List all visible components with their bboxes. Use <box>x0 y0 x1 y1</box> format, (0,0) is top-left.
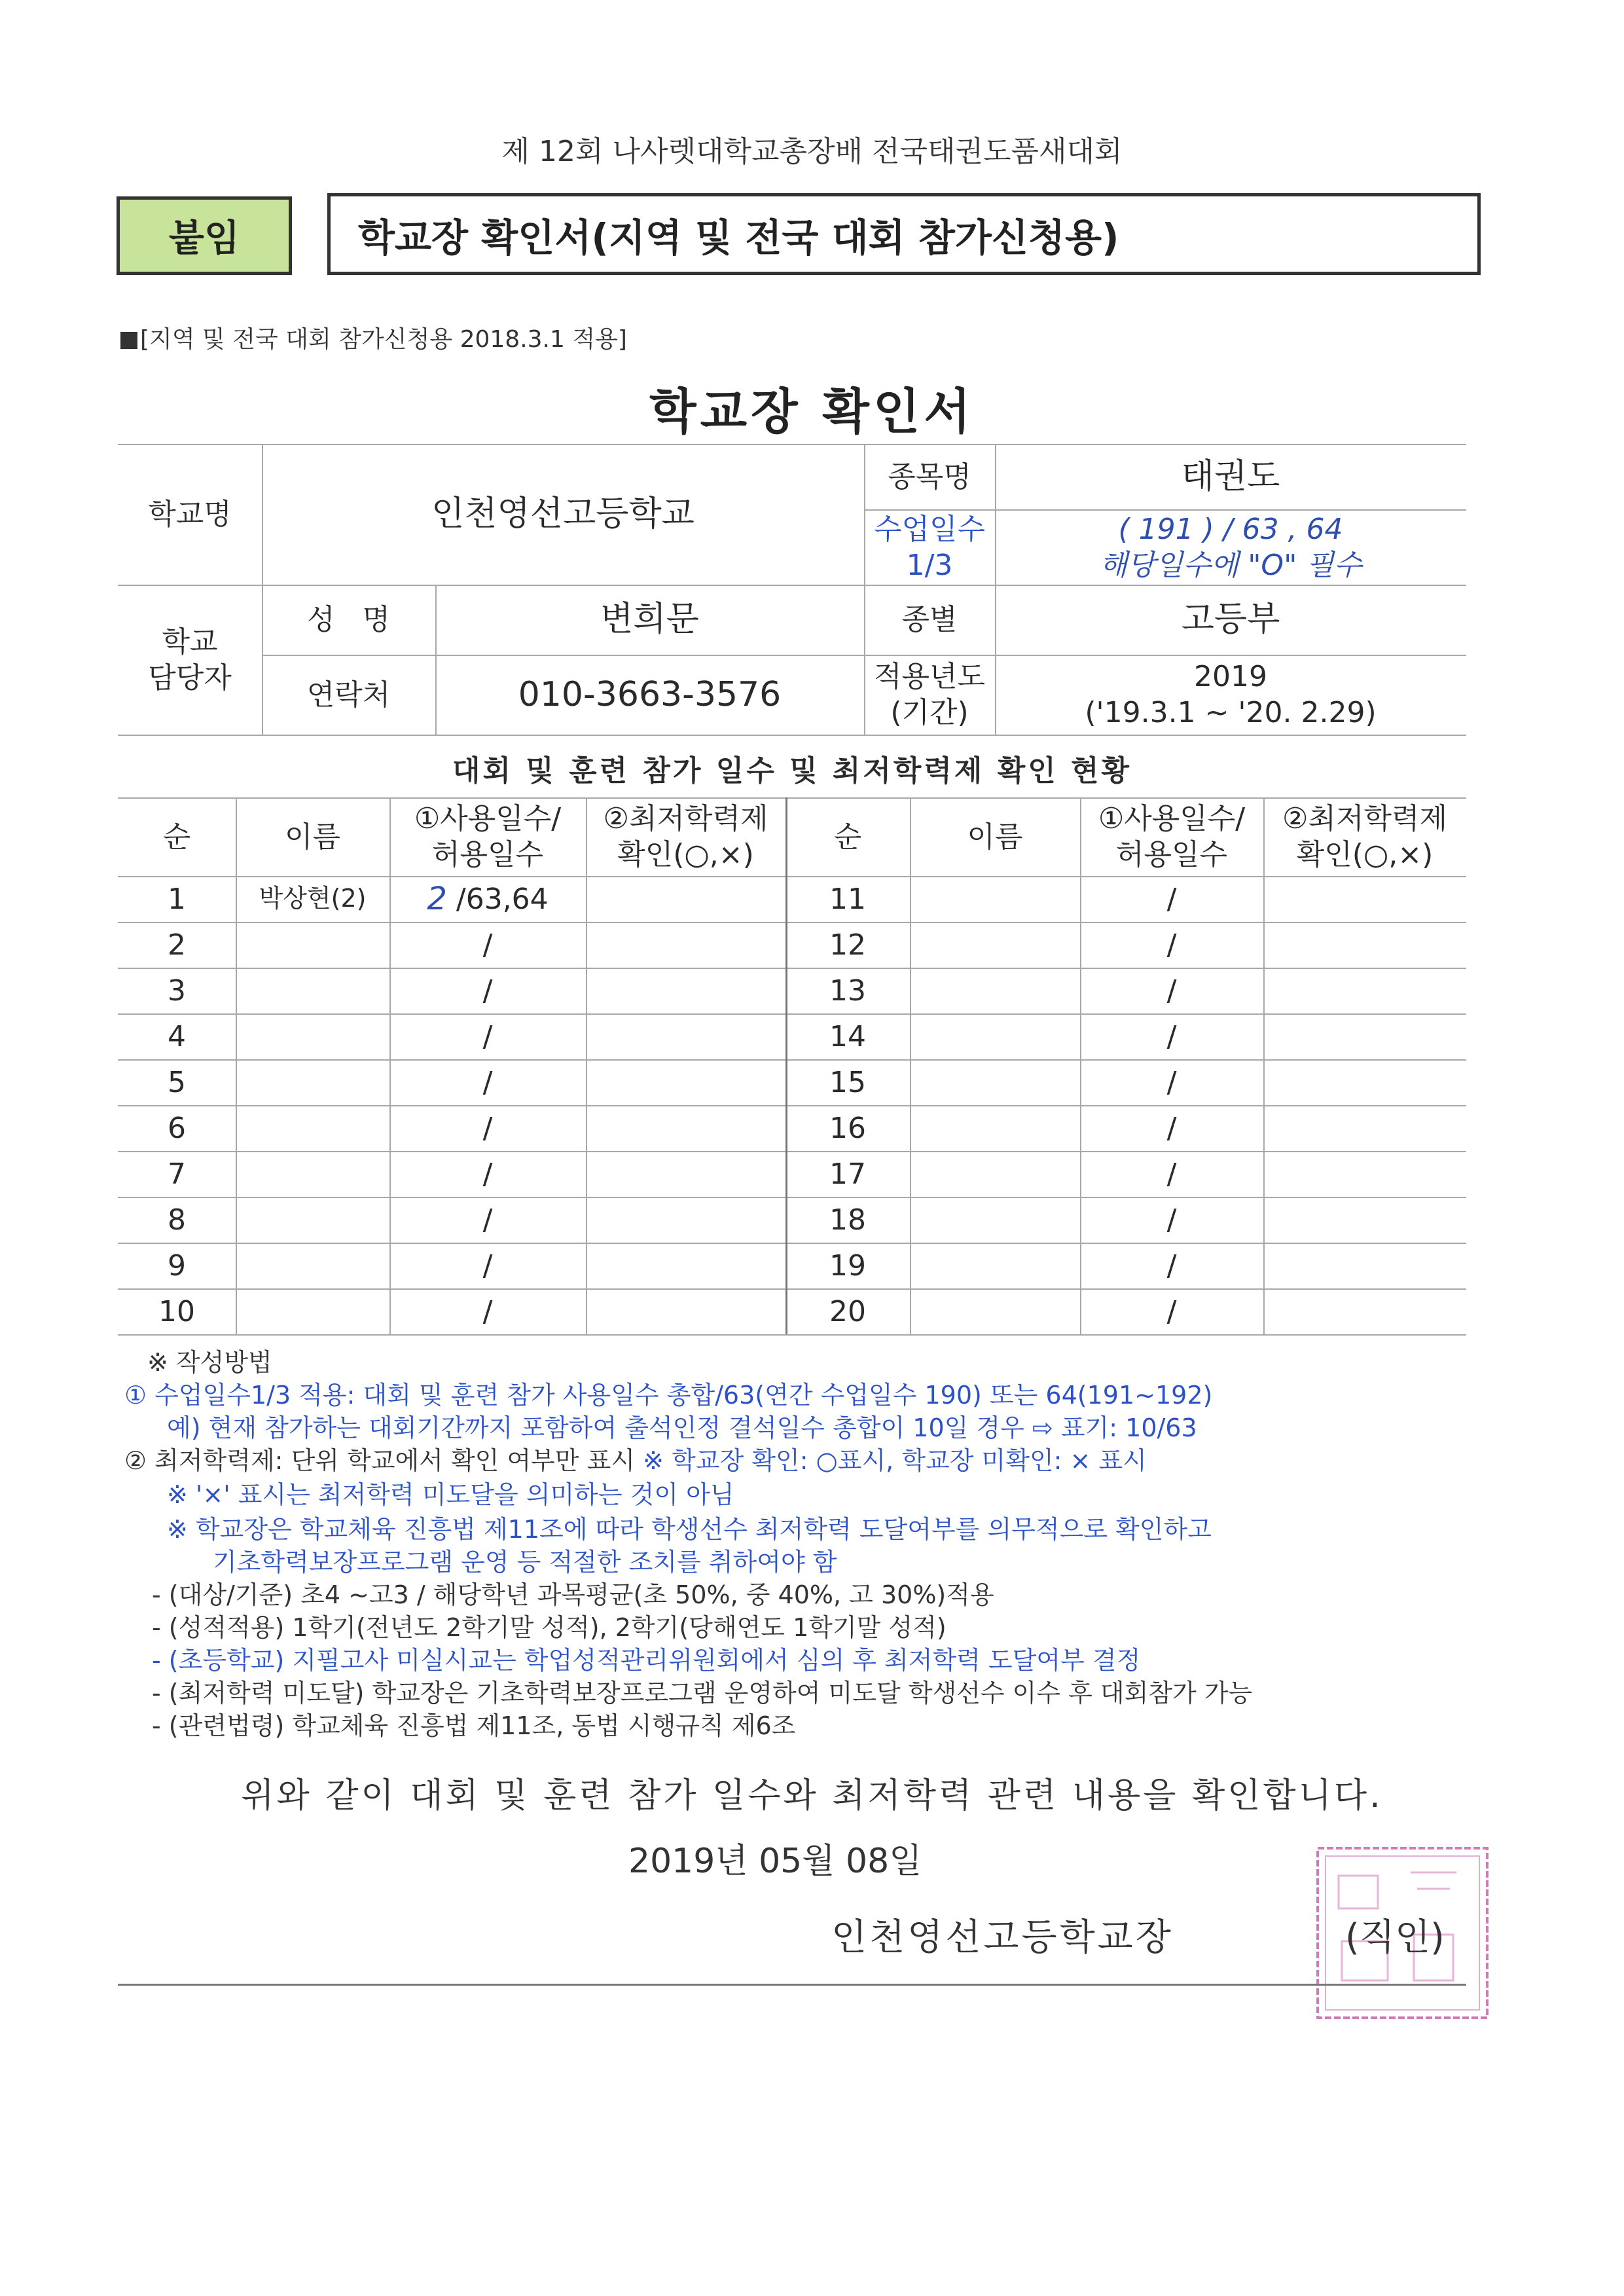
row-days <box>389 876 586 922</box>
row-allow: / <box>482 1111 493 1145</box>
row-no: 7 <box>168 1157 186 1191</box>
row-no: 3 <box>168 974 186 1008</box>
application-note <box>120 321 627 354</box>
row-no: 10 <box>158 1294 195 1328</box>
division-value: 고등부 <box>1181 600 1280 639</box>
method-line-5: ※ 학교장은 학교체육 진흥법 제11조에 따라 학생선수 최저학력 도달여부를 의무적으로 확인하고 <box>167 1515 1212 1544</box>
col-name-right: 이름 <box>967 820 1023 854</box>
row-allow: / <box>482 928 493 962</box>
row-allow: / <box>1166 1294 1177 1328</box>
col-check-left-line2: 확인(○,×) <box>617 838 754 871</box>
row-allow: /63,64 <box>456 882 549 916</box>
seal-label: (직인) <box>1345 1916 1445 1959</box>
row-no: 16 <box>829 1111 866 1145</box>
period-value: ('19.3.1 ~ '20. 2.29) <box>1085 696 1377 729</box>
year-label-line2: (기간) <box>890 696 969 729</box>
contact-value: 010-3663-3576 <box>518 674 782 714</box>
method-line-10: - (최저학력 미도달) 학교장은 기초학력보장프로그램 운영하여 미도달 학생선수 이수 후 대회참가 가능 <box>152 1679 1253 1707</box>
method-line-4: ※ '×' 표시는 최저학력 미도달을 의미하는 것이 아님 <box>167 1480 734 1509</box>
class-days-note: 해당일수에 "O" 필수 <box>1099 548 1362 582</box>
col-name-left: 이름 <box>284 820 340 854</box>
title-box <box>327 193 1481 275</box>
row-allow: / <box>1166 1203 1177 1237</box>
row-allow: / <box>482 1203 493 1237</box>
row-no: 9 <box>168 1248 186 1283</box>
row-allow: / <box>1166 974 1177 1008</box>
row-allow: / <box>1166 928 1177 962</box>
method-line-3b: ※ 학교장 확인: ○표시, 학교장 미확인: × 표시 <box>643 1446 1147 1475</box>
year-value-number: 2019 <box>1194 660 1267 693</box>
row-no: 8 <box>168 1203 186 1237</box>
row-allow: / <box>1166 1065 1177 1099</box>
method-line-3a: ② 최저학력제: 단위 학교에서 확인 여부만 표시 <box>124 1446 643 1475</box>
col-days-left-line2: 허용일수 <box>431 838 543 871</box>
row-allow: / <box>1166 1111 1177 1145</box>
manager-name-value: 변희문 <box>600 600 699 639</box>
row-allow: / <box>482 1019 493 1053</box>
col-check-left-line1: ②최저학력제 <box>603 802 768 835</box>
class-days-label-line1: 수업일수 <box>873 512 985 546</box>
name-label: 성 명 <box>307 603 390 636</box>
method-line-7: - (대상/기준) 초4 ~고3 / 해당학년 과목평균(초 50%, 중 40%, 고 30%)적용 <box>152 1580 994 1609</box>
row-allow: / <box>1166 1019 1177 1053</box>
row-no: 5 <box>168 1065 186 1099</box>
row-allow: / <box>1166 1157 1177 1191</box>
col-check-right <box>1263 797 1466 876</box>
year-label-line1: 적용년도 <box>873 660 985 693</box>
row-allow: / <box>482 1248 493 1283</box>
row-no: 15 <box>829 1065 866 1099</box>
col-days-right-line2: 허용일수 <box>1115 838 1227 871</box>
row-allow: / <box>482 1157 493 1191</box>
row-no: 11 <box>829 882 866 916</box>
manager-label <box>118 585 262 735</box>
method-line-11: - (관련법령) 학교체육 진흥법 제11조, 동법 시행규칙 제6조 <box>152 1711 796 1740</box>
class-days-handwritten: ( 191 ) / 63 , 64 <box>1118 512 1343 546</box>
class-days-value <box>995 509 1466 585</box>
row-no: 20 <box>829 1294 866 1328</box>
col-days-left <box>389 797 586 876</box>
class-days-label <box>864 509 995 585</box>
method-line-9: - (초등학교) 지필고사 미실시교는 학업성적관리위원회에서 심의 후 최저학력 도달여부 결정 <box>152 1646 1141 1675</box>
row-no: 13 <box>829 974 866 1008</box>
year-label <box>864 655 995 735</box>
contact-label: 연락처 <box>306 678 391 712</box>
school-name-value: 인천영선고등학교 <box>431 494 695 534</box>
row-no: 2 <box>168 928 186 962</box>
document-title: 학교장 확인서 <box>649 384 975 440</box>
method-line-6: 기초학력보장프로그램 운영 등 적절한 조치를 취하여야 함 <box>213 1548 837 1576</box>
row-no: 1 <box>168 882 186 916</box>
col-days-right <box>1080 797 1263 876</box>
school-name-label: 학교명 <box>148 498 232 531</box>
row-allow: / <box>1166 882 1177 916</box>
method-heading: ※ 작성방법 <box>147 1348 272 1377</box>
row-allow: / <box>482 974 493 1008</box>
col-no-left: 순 <box>162 820 191 854</box>
status-table-title: 대회 및 훈련 참가 일수 및 최저학력제 확인 현황 <box>452 754 1132 788</box>
row-allow: / <box>1166 1248 1177 1283</box>
sport-value: 태권도 <box>1181 456 1280 496</box>
confirmation-statement: 위와 같이 대회 및 훈련 참가 일수와 최저학력 관련 내용을 확인합니다. <box>241 1776 1383 1815</box>
manager-label-line2: 담당자 <box>148 661 232 695</box>
manager-label-line1: 학교 <box>162 625 218 659</box>
row-name: 박상현(2) <box>259 884 367 913</box>
title-box-text: 학교장 확인서(지역 및 전국 대회 참가신청용) <box>358 215 1119 260</box>
row-no: 17 <box>829 1157 866 1191</box>
principal-name: 인천영선고등학교장 <box>831 1916 1174 1959</box>
square-bullet-icon <box>120 332 137 349</box>
row-no: 12 <box>829 928 866 962</box>
col-no-right: 순 <box>833 820 862 854</box>
attachment-label: 붙임 <box>168 217 240 260</box>
col-days-left-line1: ①사용일수/ <box>414 802 562 835</box>
row-allow: / <box>482 1065 493 1099</box>
year-value <box>995 655 1466 735</box>
method-line-1: ① 수업일수1/3 적용: 대회 및 훈련 참가 사용일수 총합/63(연간 수업일수 190) 또는 64(191~192) <box>124 1381 1213 1410</box>
row-no: 19 <box>829 1248 866 1283</box>
row-no: 4 <box>168 1019 186 1053</box>
application-note-text: [지역 및 전국 대회 참가신청용 2018.3.1 적용] <box>140 326 627 353</box>
contest-title: 제 12회 나사렛대학교총장배 전국태권도품새대회 <box>501 135 1123 168</box>
issue-date: 2019년 05월 08일 <box>628 1842 922 1881</box>
col-days-right-line1: ①사용일수/ <box>1098 802 1246 835</box>
row-no: 6 <box>168 1111 186 1145</box>
method-line-2: 예) 현재 참가하는 대회기간까지 포함하여 출석인정 결석일수 총합이 10일 경우 ⇨ 표기: 10/63 <box>167 1413 1197 1442</box>
sport-label: 종목명 <box>888 460 971 494</box>
method-line-3 <box>124 1440 1147 1476</box>
attachment-badge <box>117 196 292 275</box>
method-line-8: - (성적적용) 1학기(전년도 2학기말 성적), 2학기(당해연도 1학기말 성적) <box>152 1613 947 1642</box>
handwritten-days: 2 <box>427 881 447 917</box>
row-allow: / <box>482 1294 493 1328</box>
col-check-left <box>586 797 785 876</box>
col-check-right-line1: ②최저학력제 <box>1282 802 1447 835</box>
class-days-label-line2: 1/3 <box>906 548 953 582</box>
col-check-right-line2: 확인(○,×) <box>1296 838 1434 871</box>
row-no: 14 <box>829 1019 866 1053</box>
row-no: 18 <box>829 1203 866 1237</box>
division-label: 종별 <box>901 603 958 636</box>
